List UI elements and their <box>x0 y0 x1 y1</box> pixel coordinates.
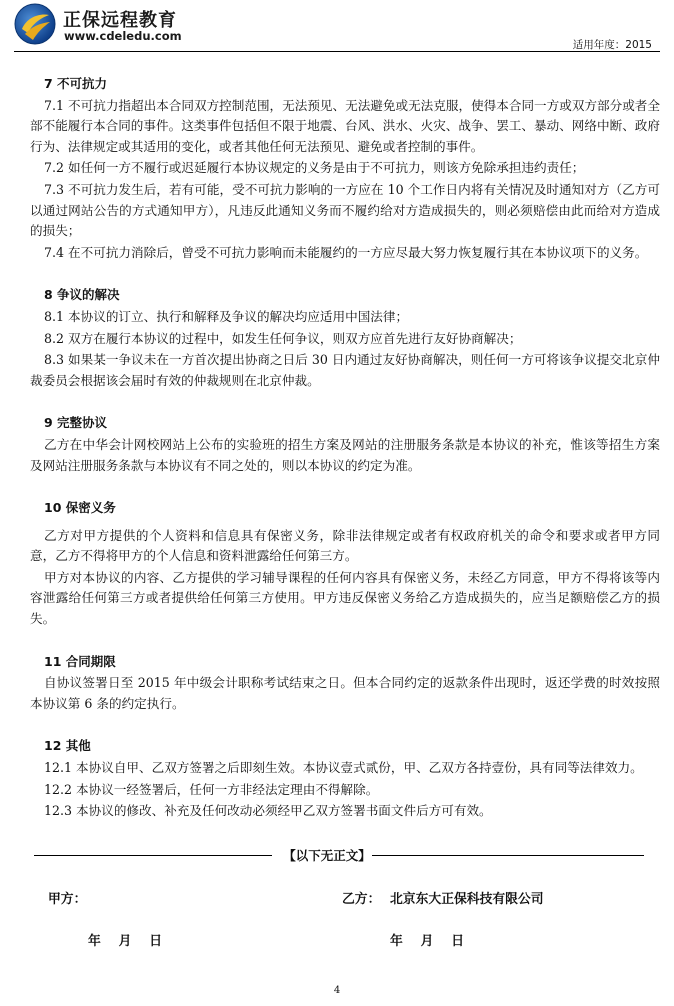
section-title: 10 保密义务 <box>44 500 116 516</box>
section-confidentiality <box>30 498 660 630</box>
page-number: 4 <box>333 985 341 996</box>
section-title: 8 争议的解决 <box>44 287 120 303</box>
section-title: 7 不可抗力 <box>44 76 108 91</box>
party-b-date: 年 月 日 <box>390 934 465 949</box>
section-other <box>30 736 660 821</box>
divider-left <box>34 855 272 856</box>
clause-12-1: 12.1 本协议自甲、乙双方签署之后即刻生效。本协议壹式贰份，甲、乙双方各持壹份，具有同等法律效力。 <box>44 760 643 776</box>
page-header <box>0 0 674 52</box>
section-title: 9 完整协议 <box>44 415 108 431</box>
brand-url: www.cdeledu.com <box>64 29 182 43</box>
divider-right <box>372 855 644 856</box>
clause-7-1: 7.1 不可抗力指超出本合同双方控制范围，无法预见、无法避免或无法克服，使得本合同一方或双方部分或者全部不能履行本合同的事件。这类事件包括但不限于地震、台风、洪水、火灾、战争、罢工、暴动、网络中断、政府行为、法律规定或其适用的变化，或者其他任何无法预见、避免或者控制的事件。 <box>30 97 660 154</box>
section-entire-agreement <box>30 413 660 476</box>
party-b-name: 北京东大正保科技有限公司 <box>390 892 544 907</box>
end-of-text-marker <box>20 846 644 866</box>
clause-8-3: 8.3 如果某一争议未在一方首次提出协商之日后 30 日内通过友好协商解决，则任何一方可将该争议提交北京仲裁委员会根据该会届时有效的仲裁规则在北京仲裁。 <box>30 352 660 388</box>
section-force-majeure <box>30 74 660 263</box>
clause-12-2: 12.2 本协议一经签署后，任何一方非经法定理由不得解除。 <box>44 781 379 797</box>
clause-9: 乙方在中华会计网校网站上公布的实验班的招生方案及网站的注册服务条款是本协议的补充，惟该等招生方案及网站注册服务条款与本协议有不同之处的，则以本协议的约定为准。 <box>30 436 660 473</box>
party-a-label: 甲方： <box>48 892 87 907</box>
party-a-date: 年 月 日 <box>88 934 163 949</box>
cdeledu-logo-icon <box>13 3 57 45</box>
section-title: 12 其他 <box>44 738 91 754</box>
clause-8-2: 8.2 双方在履行本协议的过程中，如发生任何争议，则双方应首先进行友好协商解决； <box>44 330 522 346</box>
clause-7-2: 7.2 如任何一方不履行或迟延履行本协议规定的义务是由于不可抗力，则该方免除承担违约责任； <box>44 160 585 176</box>
applicable-year: 适用年度：2015 <box>572 39 652 51</box>
header-divider <box>14 51 660 52</box>
clause-7-3: 7.3 不可抗力发生后，若有可能，受不可抗力影响的一方应在 10 个工作日内将有关情况及时通知对方（乙方可以通过网站公告的方式通知甲方），凡违反此通知义务而不履约给对方造成损失的，则必须赔偿由此而给对方造成的损失； <box>30 181 660 239</box>
party-b-label: 乙方： <box>342 892 381 907</box>
brand-name: 正保远程教育 <box>63 10 177 31</box>
document-body <box>30 74 660 844</box>
clause-10-2: 甲方对本协议的内容、乙方提供的学习辅导课程的任何内容具有保密义务，未经乙方同意，甲方不得将该等内容泄露给任何第三方或者提供给任何第三方使用。甲方违反保密义务给乙方造成损失的，应当足额赔偿乙方的损失。 <box>30 569 660 627</box>
clause-8-1: 8.1 本协议的订立、执行和解释及争议的解决均应适用中国法律； <box>44 308 409 324</box>
clause-7-4: 7.4 在不可抗力消除后，曾受不可抗力影响而未能履约的一方应尽最大努力恢复履行其在本协议项下的义务。 <box>44 244 648 260</box>
section-title: 11 合同期限 <box>44 653 116 669</box>
clause-12-3: 12.3 本协议的修改、补充及任何改动必须经甲乙双方签署书面文件后方可有效。 <box>44 803 492 819</box>
end-of-text-label: 【以下无正文】 <box>283 848 371 863</box>
section-contract-term <box>30 652 660 715</box>
section-dispute-resolution <box>30 285 660 391</box>
clause-11: 自协议签署日至 2015 年中级会计职称考试结束之日。但本合同约定的返款条件出现时，返还学费的时效按照本协议第 6 条的约定执行。 <box>30 675 660 711</box>
clause-10-1: 乙方对甲方提供的个人资料和信息具有保密义务，除非法律规定或者有权政府机关的命令和要求或者甲方同意，乙方不得将甲方的个人信息和资料泄露给任何第三方。 <box>30 527 660 564</box>
